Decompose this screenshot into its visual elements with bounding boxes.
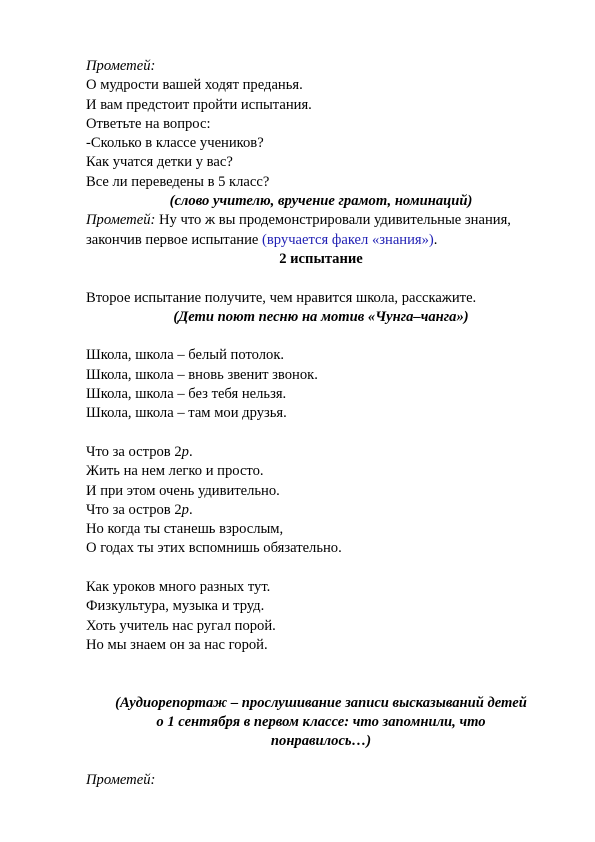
text-line: Как учатся детки у вас?	[86, 154, 233, 171]
stage-direction: о 1 сентября в первом классе: что запомнили, что	[156, 714, 486, 731]
verse-line: Школа, школа – белый потолок.	[86, 347, 285, 364]
spacer	[86, 559, 556, 578]
speech-text: .	[433, 231, 438, 248]
speaker-label: Прометей:	[86, 212, 156, 229]
speech-line	[86, 211, 556, 230]
verse-line: О годах ты этих вспомнишь обязательно.	[86, 540, 342, 557]
verse-line: И при этом очень удивительно.	[86, 482, 280, 499]
verse-line: Школа, школа – вновь звенит звонок.	[86, 366, 318, 383]
speech-text: Ну что ж вы продемонстрировали удивительные знания,	[155, 212, 511, 229]
verse-line: Жить на нем легко и просто.	[86, 463, 264, 480]
verse-text: Что за остров 2	[86, 443, 182, 460]
verse-line: Но мы знаем он за нас горой.	[86, 636, 268, 653]
document-page	[86, 57, 556, 790]
text-line: Ответьте на вопрос:	[86, 115, 211, 132]
highlighted-direction: (вручается факел «знания»)	[262, 231, 434, 248]
spacer	[86, 675, 556, 694]
spacer	[86, 752, 556, 771]
text-line: Второе испытание получите, чем нравится школа, расскажите.	[86, 289, 477, 306]
verse-line: Школа, школа – без тебя нельзя.	[86, 386, 287, 403]
verse-text-italic: р	[181, 501, 189, 518]
text-line: О мудрости вашей ходят преданья.	[86, 77, 303, 94]
stage-direction: (Аудиорепортаж – прослушивание записи высказываний детей	[115, 694, 527, 711]
spacer	[86, 327, 556, 346]
verse-text-italic: р	[181, 443, 189, 460]
verse-line: Но когда ты станешь взрослым,	[86, 521, 284, 538]
speaker-label: Прометей:	[86, 58, 156, 74]
verse-line: Физкультура, музыка и труд.	[86, 598, 265, 615]
section-heading: 2 испытание	[279, 250, 363, 267]
stage-direction: понравилось…)	[270, 733, 372, 750]
verse-text: .	[188, 443, 193, 460]
spacer	[86, 269, 556, 288]
verse-line: Хоть учитель нас ругал порой.	[86, 617, 276, 634]
text-line: Все ли переведены в 5 класс?	[86, 173, 270, 190]
text-line: И вам предстоит пройти испытания.	[86, 96, 312, 113]
text-line: -Сколько в классе учеников?	[86, 135, 264, 152]
verse-line: Школа, школа – там мои друзья.	[86, 405, 287, 422]
spacer	[86, 655, 556, 674]
verse-line: Как уроков много разных тут.	[86, 579, 271, 596]
stage-direction: (слово учителю, вручение грамот, номинаций)	[169, 193, 473, 210]
verse-line	[86, 501, 556, 520]
spacer	[86, 424, 556, 443]
verse-text: .	[188, 501, 193, 518]
stage-direction: (Дети поют песню на мотив «Чунга–чанга»)	[173, 308, 469, 325]
verse-text: Что за остров 2	[86, 501, 182, 518]
speech-line	[86, 231, 556, 250]
verse-line	[86, 443, 556, 462]
speaker-label: Прометей:	[86, 771, 156, 788]
speech-text: закончив первое испытание	[86, 231, 263, 248]
